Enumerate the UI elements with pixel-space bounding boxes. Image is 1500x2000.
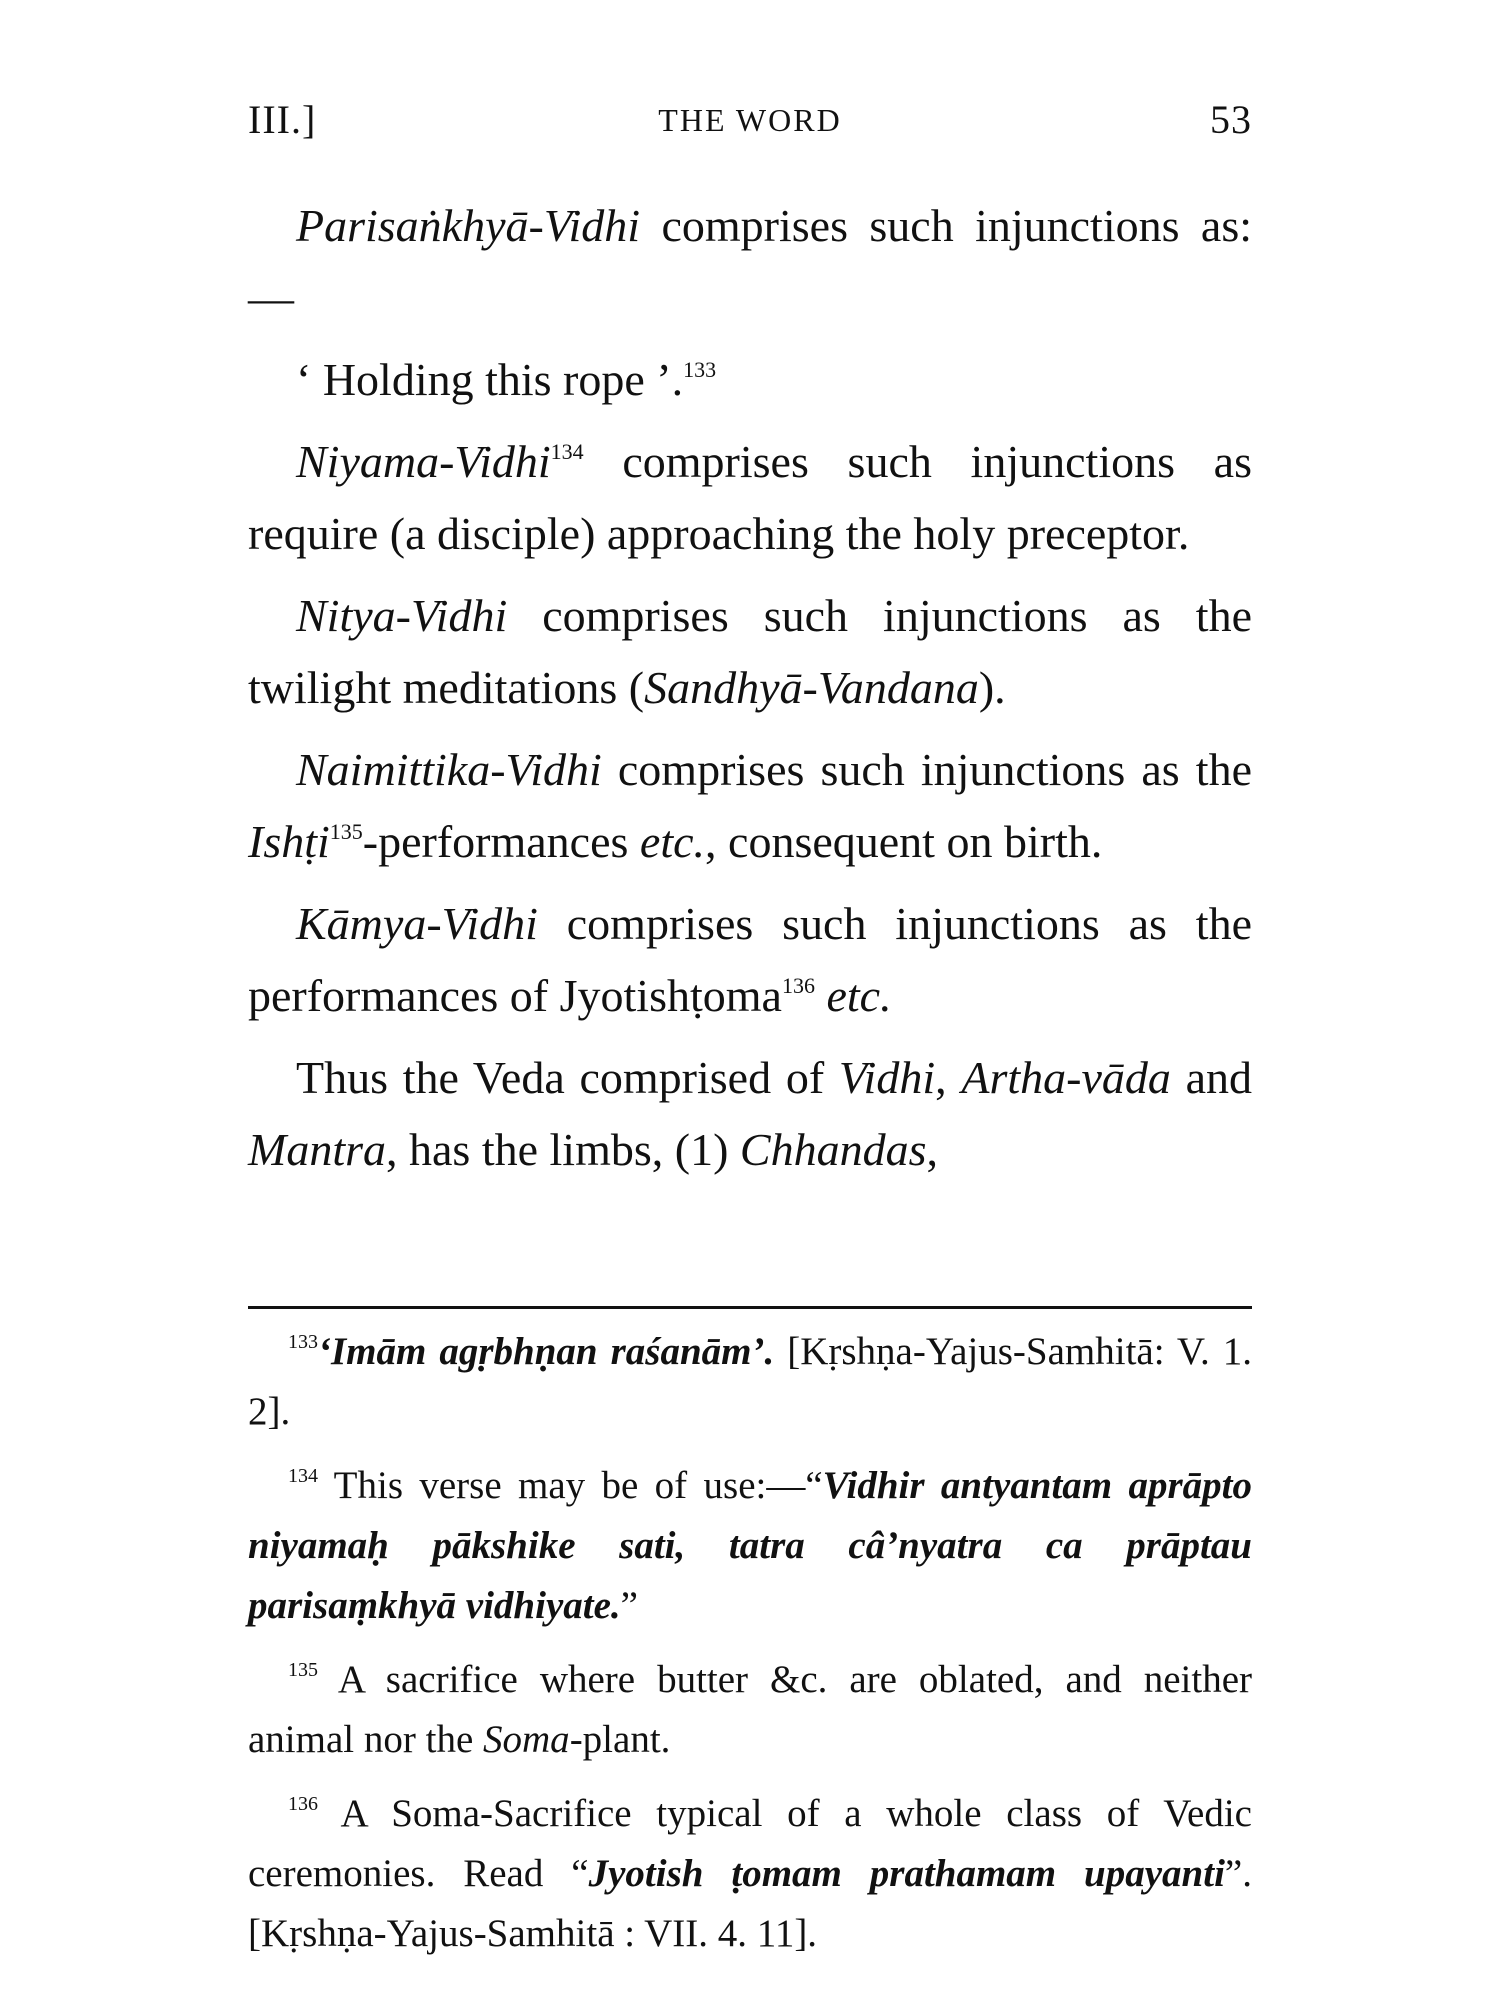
main-text [248,190,1252,1196]
term-mantra: Mantra [248,1124,386,1175]
paragraph-naimittika [248,734,1252,878]
footnote-text: This verse may be of use:—“ [318,1464,823,1507]
paragraph-text: comprises such injunctions as the twilight meditations ( [248,590,1252,713]
paragraph-rope-quote [248,344,1252,416]
footnote-ref-133: 133 [683,357,717,382]
term-nitya-vidhi: Nitya-Vidhi [296,590,508,641]
term-sandhya-vandana: Sandhyā-Vandana [644,662,979,713]
footnote-end: -plant. [569,1718,671,1761]
footnote-verse: Jyotish ṭomam prathamam upayanti [588,1852,1225,1895]
term-naimittika-vidhi: Naimittika-Vidhi [296,744,602,795]
paragraph-parisankhya [248,190,1252,334]
footnote-ref-134: 134 [550,439,584,464]
paragraph-text-2: -performances [362,816,640,867]
footnote-135 [248,1650,1252,1770]
paragraph-text-2: , has the limbs, (1) [386,1124,740,1175]
footnote-end: ” [620,1584,638,1627]
footnote-verse: Vidhir antyantam aprāpto niyamaḥ pākshike sati, tatra câ’nyatra ca prāptau parisaṃkhyā vidhiyate. [248,1464,1253,1627]
footnote-number: 133 [288,1331,318,1353]
paragraph-text: comprises such injunctions as require (a disciple) approaching the holy preceptor. [248,436,1252,559]
footnote-number: 134 [288,1465,318,1487]
etc-abbrev: etc. [639,816,706,867]
footnote-quote: ‘Imām agṛbhṇan raśanām’. [318,1330,775,1373]
paragraph-text: Thus the Veda comprised of [296,1052,839,1103]
term-arthavada: Artha-vāda [961,1052,1171,1103]
etc-abbrev: etc. [814,970,892,1021]
term-parisankhya-vidhi: Parisaṅkhyā-Vidhi [296,200,641,251]
footnote-133 [248,1322,1252,1442]
footnote-end: ”. [Kṛshṇa-Yajus-Samhitā : VII. 4. 11]. [248,1852,1252,1955]
footnote-ref-135: 135 [329,819,363,844]
footnotes [248,1322,1252,1978]
paragraph-end: , consequent on birth. [705,816,1103,867]
running-title: THE WORD [658,102,842,138]
paragraph-text: comprises such injunctions as the performances of Jyotishṭoma [248,898,1252,1021]
separator: and [1170,1052,1252,1103]
footnote-number: 135 [288,1659,318,1681]
term-kamya-vidhi: Kāmya-Vidhi [296,898,538,949]
chapter-marker: III.] [248,97,317,142]
footnote-text: A Soma-Sacrifice typical of a whole class of Vedic ceremonies. Read “ [248,1792,1252,1895]
term-ishti: Ishṭi [248,816,330,867]
footnote-136 [248,1784,1252,1964]
term-soma: Soma [483,1718,570,1761]
paragraph-text: comprises such injunctions as the [601,744,1252,795]
page-number: 53 [1210,97,1252,142]
quote-text: ‘ Holding this rope ’. [296,354,684,405]
paragraph-veda-limbs [248,1042,1252,1186]
running-header [248,96,1252,156]
footnote-text: A sacrifice where butter &c. are oblated, and neither animal nor the [248,1658,1252,1761]
footnote-134 [248,1456,1252,1636]
separator: , [935,1052,962,1103]
paragraph-nitya [248,580,1252,724]
term-chhandas: Chhandas [739,1124,927,1175]
footnote-text: [Kṛshṇa-Yajus-Samhitā: V. 1. 2]. [248,1330,1252,1433]
footnote-ref-136: 136 [781,973,815,998]
paragraph-end: , [926,1124,938,1175]
paragraph-end: ). [978,662,1006,713]
paragraph-kamya [248,888,1252,1032]
paragraph-text: comprises such injunctions as:— [248,200,1252,323]
term-vidhi: Vidhi [838,1052,936,1103]
term-niyama-vidhi: Niyama-Vidhi [296,436,551,487]
footnote-divider [248,1306,1252,1309]
paragraph-niyama [248,426,1252,570]
footnote-number: 136 [288,1793,318,1815]
